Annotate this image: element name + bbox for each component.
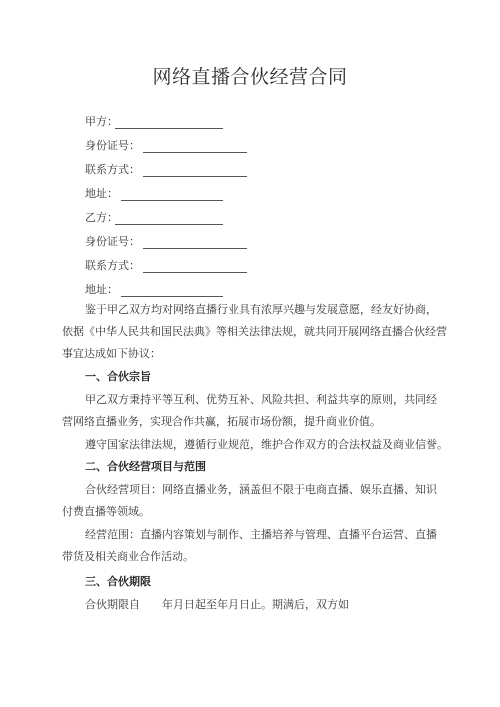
party-a-id-label: 身份证号： — [85, 139, 140, 152]
section-1-p1-line-1: 甲乙双方秉持平等互利、优势互补、风险共担、利益共享的原则，共同经 — [85, 393, 437, 406]
party-a-address-label: 地址： — [85, 187, 118, 200]
intro-line-2: 依据《中华人民共和国民法典》等相关法律法规，就共同开展网络直播合伙经营 — [62, 325, 447, 338]
party-a-name-field — [85, 114, 118, 130]
party-b-contact-blank[interactable] — [143, 272, 247, 273]
party-a-contact-label: 联系方式： — [85, 163, 140, 176]
section-2-p2-line-2: 带货及相关商业合作活动。 — [62, 550, 194, 563]
party-b-name-field — [85, 210, 118, 226]
section-2-heading: 二、合伙经营项目与范围 — [85, 460, 206, 473]
party-b-name-blank[interactable] — [115, 224, 223, 225]
party-a-address-blank[interactable] — [121, 200, 223, 201]
party-a-name-blank[interactable] — [115, 128, 223, 129]
party-b-address-blank[interactable] — [121, 296, 223, 297]
intro-line-1: 鉴于甲乙双方均对网络直播行业具有浓厚兴趣与发展意愿，经友好协商， — [85, 303, 437, 316]
section-1-p2-line-1: 遵守国家法律法规，遵循行业规范，维护合作双方的合法权益及商业信誉。 — [85, 438, 448, 451]
section-1-p1-line-2: 营网络直播业务，实现合作共赢，拓展市场份额，提升商业价值。 — [62, 415, 381, 428]
party-a-contact-blank[interactable] — [143, 176, 247, 177]
section-3-heading: 三、合伙期限 — [85, 575, 151, 588]
party-b-id-label: 身份证号： — [85, 235, 140, 248]
party-a-address-field — [85, 186, 118, 202]
party-a-id-blank[interactable] — [143, 152, 247, 153]
section-2-p1-line-1: 合伙经营项目：网络直播业务，涵盖但不限于电商直播、娱乐直播、知识 — [85, 483, 437, 496]
intro-line-3: 事宜达成如下协议： — [62, 347, 161, 360]
party-b-address-label: 地址： — [85, 283, 118, 296]
party-b-id-blank[interactable] — [143, 248, 247, 249]
section-2-p2-line-1: 经营范围：直播内容策划与制作、主播培养与管理、直播平台运营、直播 — [85, 528, 437, 541]
page-title: 网络直播合伙经营合同 — [152, 66, 348, 88]
section-2-p1-line-2: 付费直播等领域。 — [62, 505, 150, 518]
party-a-name-label: 甲方： — [85, 115, 118, 128]
section-3-p1-line-1: 合伙期限自 年月日起至年月日止。期满后，双方如 — [85, 598, 349, 611]
section-1-heading: 一、合伙宗旨 — [85, 370, 151, 383]
party-b-id-field — [85, 234, 140, 250]
party-b-contact-field — [85, 258, 140, 274]
party-b-name-label: 乙方： — [85, 211, 118, 224]
party-b-contact-label: 联系方式： — [85, 259, 140, 272]
party-a-contact-field — [85, 162, 140, 178]
party-b-address-field — [85, 282, 118, 298]
party-a-id-field — [85, 138, 140, 154]
